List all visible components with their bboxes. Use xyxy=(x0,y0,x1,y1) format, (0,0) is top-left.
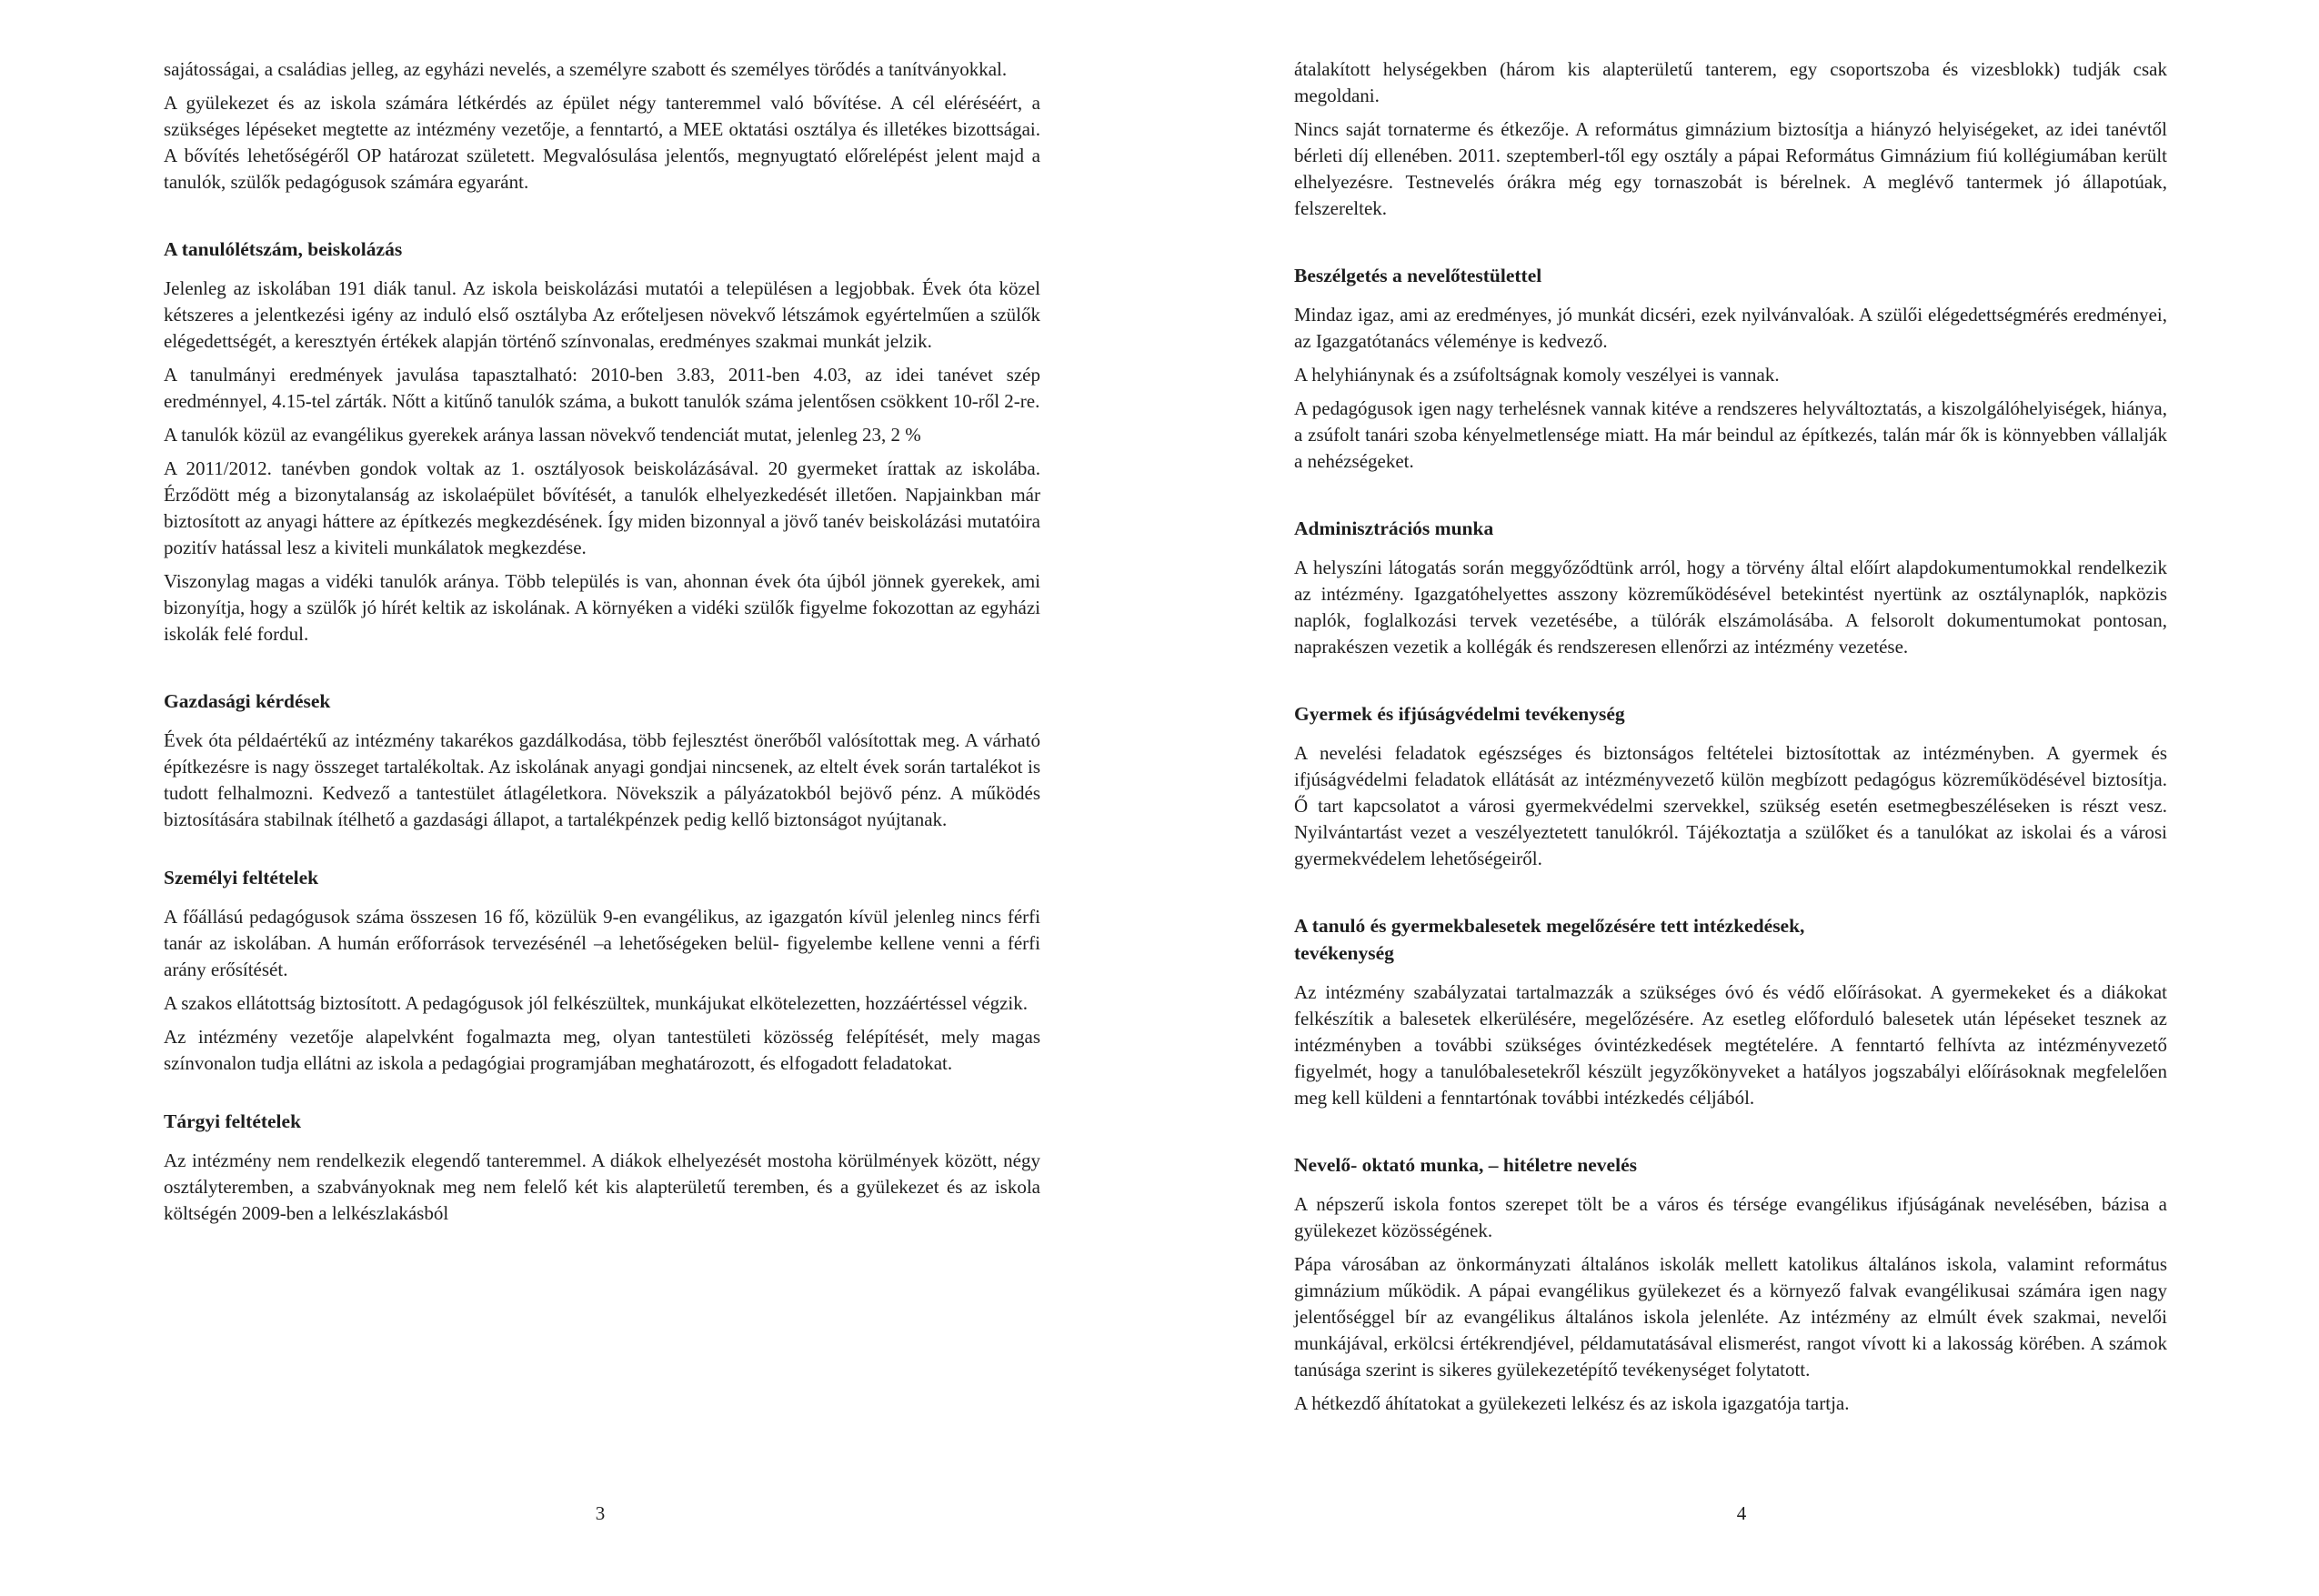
paragraph: A tanulók közül az evangélikus gyerekek aránya lassan növekvő tendenciát mutat, jelenleg 23, 2 % xyxy=(164,424,921,446)
paragraph: Nincs saját tornaterme és étkezője. A református gimnázium biztosítja a hiányzó helyiségeket, az idei tanévtől bérleti díj ellenében. 2011. szeptemberl-től egy osztály a pápai Református Gimnázium fiú kollégiumában került elhelyezésre. Testnevelés órákra még egy tornaszobát is bérelnek. A meglévő tantermek jó állapotúak, felszereltek. xyxy=(1294,118,2167,219)
section-heading: A tanulólétszám, beiskolázás xyxy=(164,238,403,260)
paragraph: Az intézmény nem rendelkezik elegendő tanteremmel. A diákok elhelyezését mostoha körülmények között, négy osztályteremben, a szabványoknak meg nem felelő két kis alapterületű teremben, és a gyülekezet és az iskola költségén 2009-ben a lelkészlakásból xyxy=(164,1149,1040,1224)
section-beszelgetes xyxy=(1294,262,2167,475)
section-heading: Tárgyi feltételek xyxy=(164,1110,302,1132)
paragraph: Viszonylag magas a vidéki tanulók aránya. Több település is van, ahonnan évek óta újból jönnek gyerekek, ami bizonyítja, hogy a szülők jó hírét keltik az iskolának. A környéken a vidéki szülők figyelme fokozottan az egyházi iskolák felé fordul. xyxy=(164,570,1040,645)
paragraph: A 2011/2012. tanévben gondok voltak az 1. osztályosok beiskolázásával. 20 gyermeket írattak az iskolába. Érződött még a bizonytalanság az iskolaépület bővítését, a tanulók elhelyezkedését illetően. Napjainkban már biztosított az anyagi háttere az építkezés megkezdésének. Így miden bizonnyal a jövő tanév beiskolázási mutatóira pozitív hatással lesz a kiviteli munkálatok megkezdése. xyxy=(164,457,1040,558)
section-heading-line: A tanuló és gyermekbalesetek megelőzésére tett intézkedések, xyxy=(1294,915,1805,937)
section-nevelo-oktato xyxy=(1294,1151,2167,1417)
paragraph: A főállású pedagógusok száma összesen 16 fő, közülük 9-en evangélikus, az igazgatón kívül jelenleg nincs férfi tanár az iskolában. A humán erőforrások tervezésénél –a lehetőségeken belül- figyelembe kellene venni a férfi arány erősítését. xyxy=(164,906,1040,980)
section-heading: Gazdasági kérdések xyxy=(164,690,331,712)
paragraph: Mindaz igaz, ami az eredményes, jó munkát dicséri, ezek nyilvánvalóak. A szülői elégedettségmérés eredményei, az Igazgatótanács véleménye is kedvező. xyxy=(1294,304,2167,352)
paragraph: A nevelési feladatok egészséges és biztonságos feltételei biztosítottak az intézményben. A gyermek és ifjúságvédelmi feladatok ellátását az intézményvezető külön megbízott pedagógus közreműködésével biztosítja. Ő tart kapcsolatot a városi gyermekvédelmi szervekkel, szükség esetén esetmegbeszéléseken is részt vesz. Nyilvántartást vezet a veszélyeztetett tanulókról. Tájékoztatja a szülőket és a tanulókat az iskolai és a városi gyermekvédelem lehetőségeiről. xyxy=(1294,742,2167,869)
paragraph: A szakos ellátottság biztosított. A pedagógusok jól felkészültek, munkájukat elkötelezetten, hozzáértéssel végzik. xyxy=(164,992,1028,1014)
page-4 xyxy=(1160,0,2319,1596)
page-number: 3 xyxy=(595,1502,606,1524)
paragraph: Jelenleg az iskolában 191 diák tanul. Az iskola beiskolázási mutatói a településen a legjobbak. Évek óta közel kétszeres a jelentkezési igény az induló első osztályba Az erőteljesen növekvő létszámok egyértelműen a szülők elégedettségét, a keresztyén értékek alapján történő színvonalas, eredményes szakmai munkát jelzik. xyxy=(164,277,1040,352)
paragraph: sajátosságai, a családias jelleg, az egyházi nevelés, a személyre szabott és személyes törődés a tanítványokkal. xyxy=(164,58,1008,80)
section-heading: Nevelő- oktató munka, – hitéletre nevelés xyxy=(1294,1154,1637,1176)
paragraph: A tanulmányi eredmények javulása tapasztalható: 2010-ben 3.83, 2011-ben 4.03, az idei tanévet szép eredménnyel, 4.15-tel zárták. Nőtt a kitűnő tanulók száma, a bukott tanulók száma jelentősen csökkent 10-ről 2-re. xyxy=(164,364,1040,412)
right-page-column xyxy=(1294,56,2167,1424)
section-heading: Gyermek és ifjúságvédelmi tevékenység xyxy=(1294,703,1625,725)
paragraph: A helyhiánynak és a zsúfoltságnak komoly veszélyei is vannak. xyxy=(1294,364,1780,386)
section-gyermekvedelem xyxy=(1294,700,2167,872)
section-tanuloletszam xyxy=(164,236,1040,647)
section-adminisztracios xyxy=(1294,515,2167,660)
section-balesetek xyxy=(1294,912,2167,1111)
paragraph: A helyszíni látogatás során meggyőződtünk arról, hogy a törvény által előírt alapdokumentumokkal rendelkezik az intézmény. Igazgatóhelyettes asszony közreműködésével betekintést nyertünk az osztálynaplók, napközis naplók, foglalkozási tervek vezetésébe, a tülórák elszámolásába. A felsorolt dokumentumokat pontosan, naprakészen vezetik a kollégák és rendszeresen ellenőrzi az intézmény vezetése. xyxy=(1294,557,2167,657)
paragraph: átalakított helységekben (három kis alapterületű tanterem, egy csoportszoba és vizesblokk) tudják csak megoldani. xyxy=(1294,58,2167,106)
left-page-column xyxy=(164,56,1040,1234)
paragraph: Évek óta példaértékű az intézmény takarékos gazdálkodása, több fejlesztést önerőből valósítottak meg. A várható építkezésre is nagy összeget tartalékoltak. Az iskolának anyagi gondjai nincsenek, az eltelt évek során tartalékot is tudott felhalmozni. Kedvező a tantestület átlagéletkora. Növekszik a pályázatokból bejövő pénz. A működés biztosítására stabilnak ítélhető a gazdasági állapot, a tartalékpénzek pedig kellő biztonságot nyújtanak. xyxy=(164,729,1040,830)
paragraph: Az intézmény szabályzatai tartalmazzák a szükséges óvó és védő előírásokat. A gyermekeket és a diákokat felkészítik a balesetek elkerülésére, megelőzésére. Az esetleg előforduló balesetek után lépéseket tesznek az intézményben a további szükséges óvintézkedések megtételére. A fenntartó felhívta az intézményvezető figyelmét, hogy a tanulóbalesetekről készült jegyzőkönyveket a hatályos jogszabályi előírásoknak megfelelően meg kell küldeni a fenntartónak további intézkedés céljából. xyxy=(1294,981,2167,1109)
section-heading: Személyi feltételek xyxy=(164,867,319,888)
section-szemelyi xyxy=(164,864,1040,1077)
section-gazdasagi xyxy=(164,688,1040,833)
section-heading: Beszélgetés a nevelőtestülettel xyxy=(1294,265,1542,286)
section-heading-line: tevékenység xyxy=(1294,942,1394,964)
paragraph: A gyülekezet és az iskola számára létkérdés az épület négy tanteremmel való bővítése. A cél eléréséért, a szükséges lépéseket megtette az intézmény vezetője, a fenntartó, a MEE oktatási osztálya és illetékes bizottságai. A bővítés lehetőségéről OP határozat született. Megvalósulása jelentős, megnyugtató előrelépést jelent majd a tanulók, szülők pedagógusok számára egyaránt. xyxy=(164,92,1040,193)
paragraph: A népszerű iskola fontos szerepet tölt be a város és térsége evangélikus ifjúságának nevelésében, bázisa a gyülekezet közösségének. xyxy=(1294,1193,2167,1241)
paragraph: A pedagógusok igen nagy terhelésnek vannak kitéve a rendszeres helyváltoztatás, a kiszolgálóhelyiségek, hiánya, a zsúfolt tanári szoba kényelmetlensége miatt. Ha már beindul az építkezés, talán már ők is könnyebben vállalják a nehézségeket. xyxy=(1294,397,2167,472)
section-heading: Adminisztrációs munka xyxy=(1294,517,1494,539)
paragraph: Pápa városában az önkormányzati általános iskolák mellett katolikus általános iskola, valamint református gimnázium működik. A pápai evangélikus gyülekezet és a környező falvak evangélikusai számára igen nagy jelentőséggel bír az evangélikus általános iskola jelenléte. Az intézmény az elmúlt évek szakmai, nevelői munkájával, erkölcsi értékrendjével, példamutatásával elismerést, rangot vívott ki a lakosság körében. A számok tanúsága szerint is sikeres gyülekezetépítő tevékenységet folytatott. xyxy=(1294,1253,2167,1380)
section-heading xyxy=(1294,912,2167,967)
paragraph: Az intézmény vezetője alapelvként fogalmazta meg, olyan tantestületi közösség felépítését, mely magas színvonalon tudja ellátni az iskola a pedagógiai programjában meghatározott, és elfogadott feladatokat. xyxy=(164,1026,1040,1074)
paragraph: A hétkezdő áhítatokat a gyülekezeti lelkész és az iskola igazgatója tartja. xyxy=(1294,1392,1850,1414)
section-targyi xyxy=(164,1108,1040,1227)
page-number: 4 xyxy=(1736,1502,1747,1524)
